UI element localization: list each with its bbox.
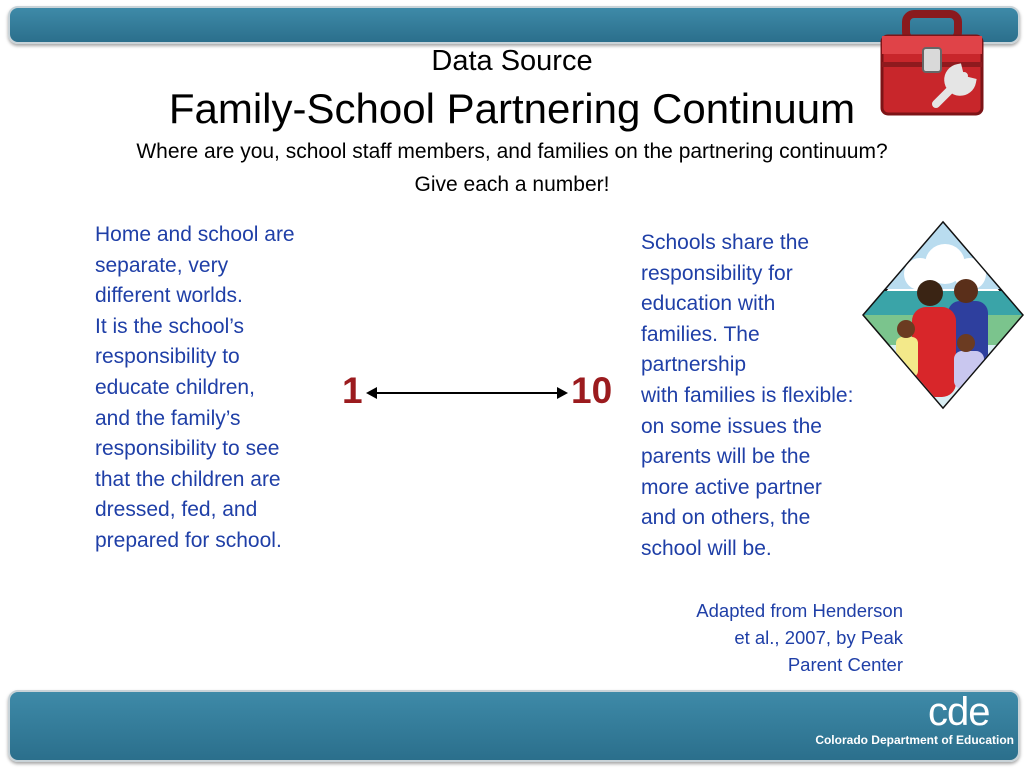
right-line: responsibility for	[641, 261, 793, 285]
credit-line: Parent Center	[787, 654, 903, 675]
left-line: responsibility to	[95, 345, 240, 369]
left-line: It is the school’s	[95, 314, 245, 338]
credit-line: et al., 2007, by Peak	[734, 627, 903, 648]
left-line: educate children,	[95, 375, 255, 399]
left-line: that the children are	[95, 467, 281, 491]
left-line: Home and school are	[95, 223, 295, 246]
right-line: partnership	[641, 353, 747, 377]
separate-worlds-description	[95, 220, 345, 557]
left-line: different worlds.	[95, 284, 243, 308]
right-line: with families is flexible:	[641, 383, 854, 407]
continuum-arrow	[366, 380, 568, 406]
right-line: education with	[641, 292, 776, 316]
family-icon	[860, 219, 1024, 416]
organization-name: Colorado Department of Education	[815, 733, 1014, 747]
right-line: families. The	[641, 322, 760, 346]
top-banner	[8, 6, 1020, 44]
slide-subtitle: Data Source	[431, 45, 593, 77]
slide-title: Family-School Partnering Continuum	[168, 85, 856, 132]
source-credit	[643, 597, 903, 678]
right-line: and on others, the	[641, 506, 811, 530]
left-line: separate, very	[95, 253, 229, 277]
continuum-low-number: 1	[342, 370, 363, 411]
bottom-banner	[8, 690, 1020, 762]
question-line-2: Give each a number!	[414, 173, 610, 196]
right-line: more active partner	[641, 475, 822, 499]
left-line: dressed, fed, and	[95, 498, 258, 522]
right-line: parents will be the	[641, 445, 811, 469]
left-line: prepared for school.	[95, 528, 282, 552]
right-line: on some issues the	[641, 414, 822, 438]
toolbox-icon	[876, 8, 988, 125]
left-line: responsibility to see	[95, 437, 280, 461]
question-line-1: Where are you, school staff members, and families on the partnering continuum?	[136, 140, 888, 163]
right-line: Schools share the	[641, 231, 810, 254]
left-line: and the family’s	[95, 406, 241, 430]
credit-line: Adapted from Henderson	[696, 600, 903, 621]
continuum-high-number: 10	[571, 370, 613, 411]
cde-logo-mark: cde	[928, 690, 990, 734]
right-line: school will be.	[641, 536, 772, 560]
